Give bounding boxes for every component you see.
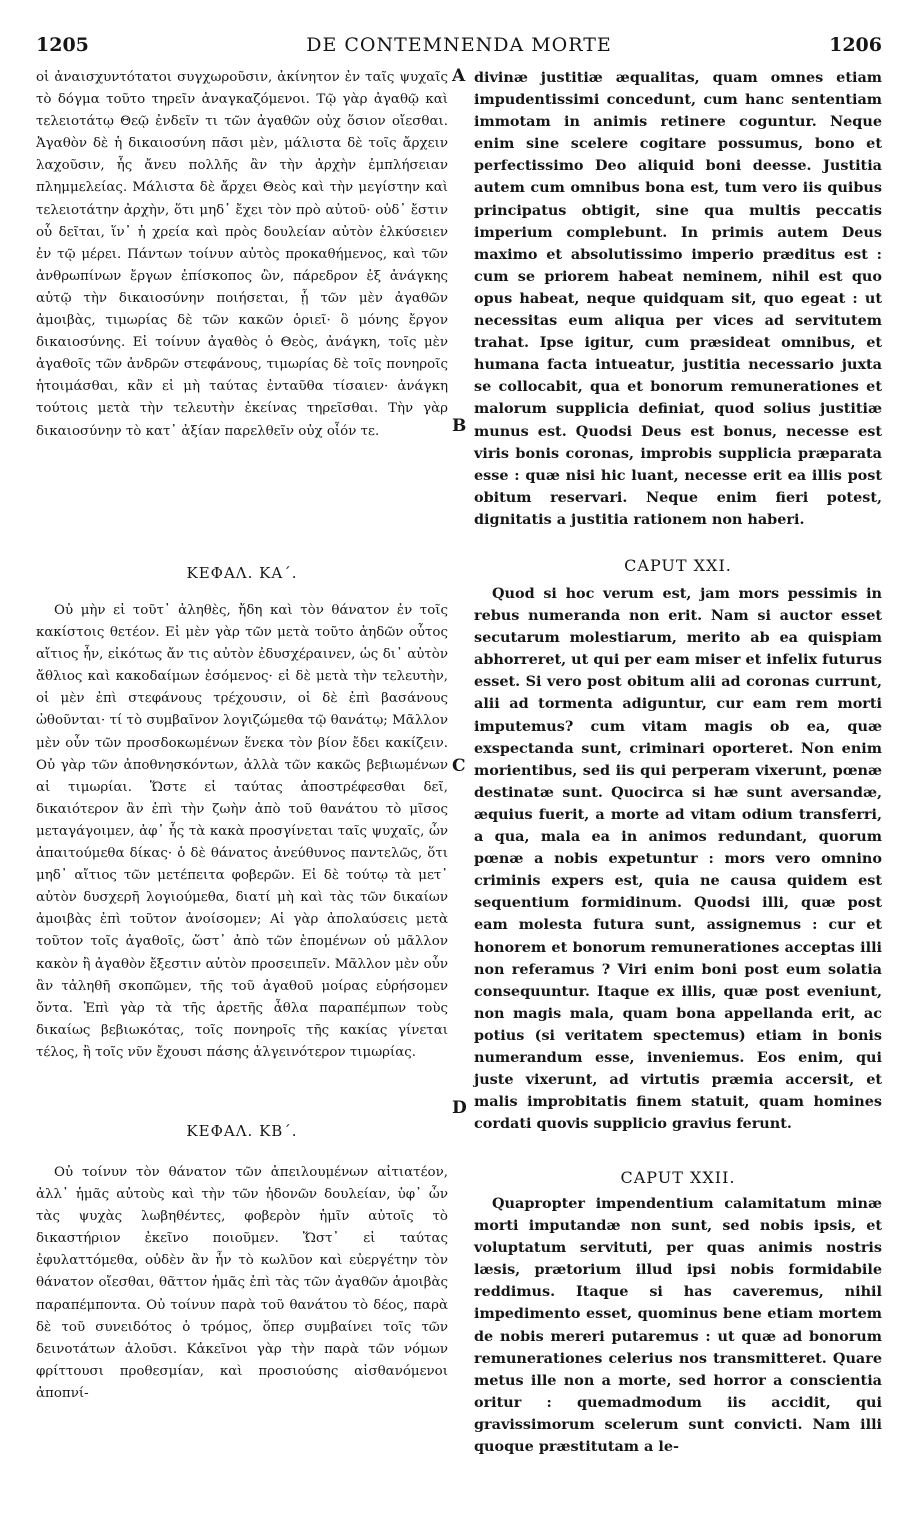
greek-column [36,67,448,1405]
greek-text: Οὐ τοίνυν τὸν θάνατον τῶν ἀπειλουμένων αἰτιατέον, ἀλλ᾽ ἡμᾶς αὐτοὺς καὶ τὴν τῶν ἡδονῶν δουλείαν, ὑφ᾽ ὧν τὰς ψυχὰς λωβηθέντες, φοβερὸν ἡμῖν αὐτοῖς τὸ δικαστήριον ἐκεῖνο ποιοῦμεν. Ὥστ᾽ εἰ ταύτας ἐφυλαττόμεθα, οὐδὲν ἂν ἦν τὸ κωλῦον καὶ εὐεργέτην τὸν θάνατον οἴεσθαι, θᾶττον ἡμᾶς ἐπὶ τὰς τῶν ἀγαθῶν ἀμοιβὰς παραπέμποντα. Οὐ τοίνυν παρὰ τοῦ θανάτου τὸ δέος, παρὰ δὲ τοῦ συνειδότος ὁ τρόμος, ὅπερ συμβαίνει τοῖς τῶν δεινοτάτων ἁλοῦσι. Κἀκεῖνοι γὰρ τὴν παρὰ τῶν νόμων φρίττουσι προθεσμίαν, καὶ προσιούσης αἰσθανόμενοι ἀποπνί- [36,1165,448,1401]
latin-paragraph-1 [474,67,882,553]
right-page-number: 1206 [829,34,882,56]
latin-paragraph-3 [474,1193,882,1458]
latin-chapter-21-heading: CAPUT XXI. [624,556,732,575]
greek-paragraph-1 [36,67,448,540]
greek-chapter-22-heading: ΚΕΦΑΛ. ΚΒ΄. [186,1122,298,1140]
latin-column [474,67,882,1458]
latin-text: Quapropter impendentium calamitatum minæ morti imputandæ non sunt, sed nobis ipsis, et voluptatum servituti, per quas animis nostris læsis, prætorium illud ipsi nobis formidabile reddimus. Itaque si has caveremus, nihil impedimento esset, quominus bene etiam mortem de nobis mereri putaremus : ut quæ ad bonorum remunerationes celerius nos transmitteret. Quare metus ille non a morte, sed horror a conscientia oritur : quemadmodum iis accidit, qui gravissimorum scelerum sunt convicti. Nam illi quoque præstitutam a le- [474,1195,882,1456]
greek-chapter-21-heading: ΚΕΦΑΛ. ΚΑ΄. [186,564,298,582]
greek-paragraph-3 [36,1162,448,1405]
greek-paragraph-2 [36,600,448,1100]
greek-text: Οὐ μὴν εἰ τοῦτ᾽ ἀληθὲς, ἤδη καὶ τὸν θάνατον ἐν τοῖς κακίστοις θετέον. Εἰ μὲν γὰρ τῶν μετὰ τοῦτο ἀηδῶν οὗτος αἴτιος ἦν, εἰκότως ἄν τις αὐτὸν ἐδυσχέραινεν, ὡς δι᾽ αὐτὸν ἄθλιος καὶ κακοδαίμων ἐσόμενος· εἰ δὲ μετὰ τὴν τελευτὴν, οἱ μὲν ἐπὶ στεφάνους τρέχουσιν, οἱ δὲ ἐπὶ βασάνους ὠθοῦνται· τί τὸ συμβαῖνον λογιζώμεθα τῷ θανάτῳ; Μᾶλλον μὲν οὖν τῶν προσδοκωμένων ἕνεκα τὸν βίον ἔδει κακίζειν. Οὐ γὰρ τῶν ἀποθνησκόντων, ἀλλὰ τῶν κακῶς βεβιωμένων αἱ τιμωρίαι. Ὥστε εἰ ταύτας ἀποστρέφεσθαι δεῖ, δικαιότερον ἂν ἐπὶ τὴν ζωὴν ἀπὸ τοῦ θανάτου τὸ μῖσος μεταγάγοιμεν, ἀφ᾽ ἧς τὰ κακὰ προσγίνεται ταῖς ψυχαῖς, ὧν ἀπαιτούμεθα δίκας· ὁ δὲ θάνατος ἀνεύθυνος παντελῶς, ὅτι μηδ᾽ αἴτιος τῶν μετέπειτα φοβερῶν. Εἰ δὲ τούτῳ τὰ μετ᾽ αὐτὸν δυσχερῆ λογιούμεθα, διατί μὴ καὶ τὰς τῶν δικαίων ἀμοιβὰς ἐπὶ τοῦτον ἀνοίσομεν; Αἱ γὰρ ἀπολαύσεις μετὰ τοῦτον τοῖς ἀγαθοῖς, ὥστ᾽ ἀπὸ τῶν ἑπομένων οὐ μᾶλλον κακὸν ἢ ἀγαθὸν ἔξεστιν αὐτὸν προσειπεῖν. Μᾶλλον μὲν οὖν ἂν τἀληθῆ σκοπῶμεν, τῆς τοῦ ἀγαθοῦ μοίρας εὑρήσομεν ὄντα. Ἐπὶ γὰρ τὰ τῆς ἀρετῆς ἆθλα παραπέμπων τοὺς δικαίως βεβιωκότας, τοῖς πονηροῖς τῆς κακίας γίνεται τέλος, ἢ τοῖς νῦν ἔχουσι πάσης ἀλγεινότερον τιμωρίας. [36,603,448,1060]
latin-text: divinæ justitiæ æqualitas, quam omnes etiam impudentissimi concedunt, cum hanc sententiam immotam in animis retinere coguntur. Neque enim sine scelere cogitare possumus, bono et perfectissimo Deo aliquid boni deesse. Justitia autem cum omnibus bona est, tum vero iis quibus principatus obtigit, sine qua multis peccatis imperium complebunt. In primis autem Deus maximo et absolutissimo imperio præditus est : cum se priorem habeat neminem, nihil est quo opus habeat, neque quidquam sit, quo egeat : ut necessitas eum aliqua per vices ad servitutem trahat. Ipse igitur, cum præsideat omnibus, et humana facta intueatur, justitia necessario juxta se collocabit, qua et bonorum remunerationes et malorum supplicia definiat, quod solius justitiæ munus est. Quodsi Deus est bonus, necesse est viris bonis coronas, improbis supplicia præparata esse : quæ nisi hic luant, necesse erit ea illis post obitum reservari. Neque enim fieri potest, dignitatis a justitia rationem non haberi. [474,69,882,528]
margin-letter-b: B [452,416,467,436]
page-header [36,34,882,58]
margin-letter-a: A [452,66,466,86]
greek-text: οἱ ἀναισχυντότατοι συγχωροῦσιν, ἀκίνητον ἐν ταῖς ψυχαῖς τὸ δόγμα τοῦτο τηρεῖν ἀναγκαζόμενοι. Τῷ γὰρ ἀγαθῷ καὶ τελειοτάτῳ Θεῷ ἐνδεῖν τι τῶν ἀγαθῶν οὐχ ὅσιον οἴεσθαι. Ἀγαθὸν δὲ ἡ δικαιοσύνη πᾶσι μὲν, μάλιστα δὲ τοῖς ἄρχειν λαχοῦσιν, ἧς ἄνευ πολλῆς ἂν τὴν ἀρχὴν ἐμπλήσειαν πλημμελείας. Μάλιστα δὲ ἄρχει Θεὸς καὶ τὴν μεγίστην καὶ τελειοτάτην ἀρχὴν, ὅτι μηδ᾽ ἔχει τὸν πρὸ αὐτοῦ· οὐδ᾽ ἔστιν οὗ δεῖται, ἵν᾽ ἡ χρεία καὶ πρὸς δουλείαν αὐτὸν ἑλκύσειεν ἐν τῷ μέρει. Πάντων τοίνυν αὐτὸς προκαθήμενος, καὶ τῶν ἀνθρωπίνων ἔργων ἐπίσκοπος ὢν, πάρεδρον ἐξ ἀνάγκης αὐτῷ τὴν δικαιοσύνην ποιήσεται, ᾗ τῶν μὲν ἀγαθῶν ἀμοιβὰς, τιμωρίας δὲ τῶν κακῶν ὁριεῖ· ὃ μόνης ἔργον δικαιοσύνης. Εἰ τοίνυν ἀγαθὸς ὁ Θεὸς, ἀνάγκη, τοῖς μὲν ἀγαθοῖς τῶν ἀνδρῶν στεφάνους, τιμωρίας δὲ τοῖς πονηροῖς ἡτοιμάσθαι, κἂν εἰ μὴ ταύτας ἐνταῦθα τίσαιεν· ἀνάγκη τούτοις μετὰ τὴν τελευτὴν ἐκείνας τηρεῖσθαι. Τὴν γὰρ δικαιοσύνην τὸ κατ᾽ ἀξίαν παρελθεῖν οὐχ οἷόν τε. [36,70,448,439]
left-page-number: 1205 [36,34,89,56]
running-title: DE CONTEMNENDA MORTE [306,34,612,56]
latin-paragraph-2 [474,583,882,1165]
latin-chapter-22-heading: CAPUT XXII. [620,1168,736,1187]
margin-letter-d: D [452,1098,467,1118]
latin-text: Quod si hoc verum est, jam mors pessimis in rebus numeranda non erit. Nam si auctor esset secutarum molestiarum, merito ab ea quispiam abhorreret, ut qui per eam miser et infelix futurus esset. Si vero post obitum alii ad coronas currunt, alii ad tormenta adiguntur, cur eam rem morti imputemus? cum vitam magis ob ea, quæ exspectanda sunt, criminari oporteret. Non enim morientibus, sed iis qui perperam vixerunt, pœnæ destinatæ sunt. Quocirca si hæ sunt aversandæ, æquius fuerit, a morte ad vitam odium transferri, a qua, mala ea in animos redundant, quorum pœnæ a nobis expetuntur : mors vero omnino criminis expers est, quia ne causa quidem est sequentium formidinum. Quodsi illi, quæ post eam molesta futura sunt, assignemus : cur et honorem et bonorum remunerationes acceptas illi non referamus ? Viri enim boni post eum solatia consequuntur. Itaque ex illis, quæ post eveniunt, non magis mala, quam bona appellanda erit, ac potius (si veritatem spectemus) etiam in bonis numerandum esse, inveniemus. Eos enim, qui juste vixerunt, ad virtutis præmia accersit, et malis improbitatis finem statuit, quam homines cordati quovis supplicio gravius ferunt. [474,585,882,1133]
margin-letter-c: C [452,756,466,776]
